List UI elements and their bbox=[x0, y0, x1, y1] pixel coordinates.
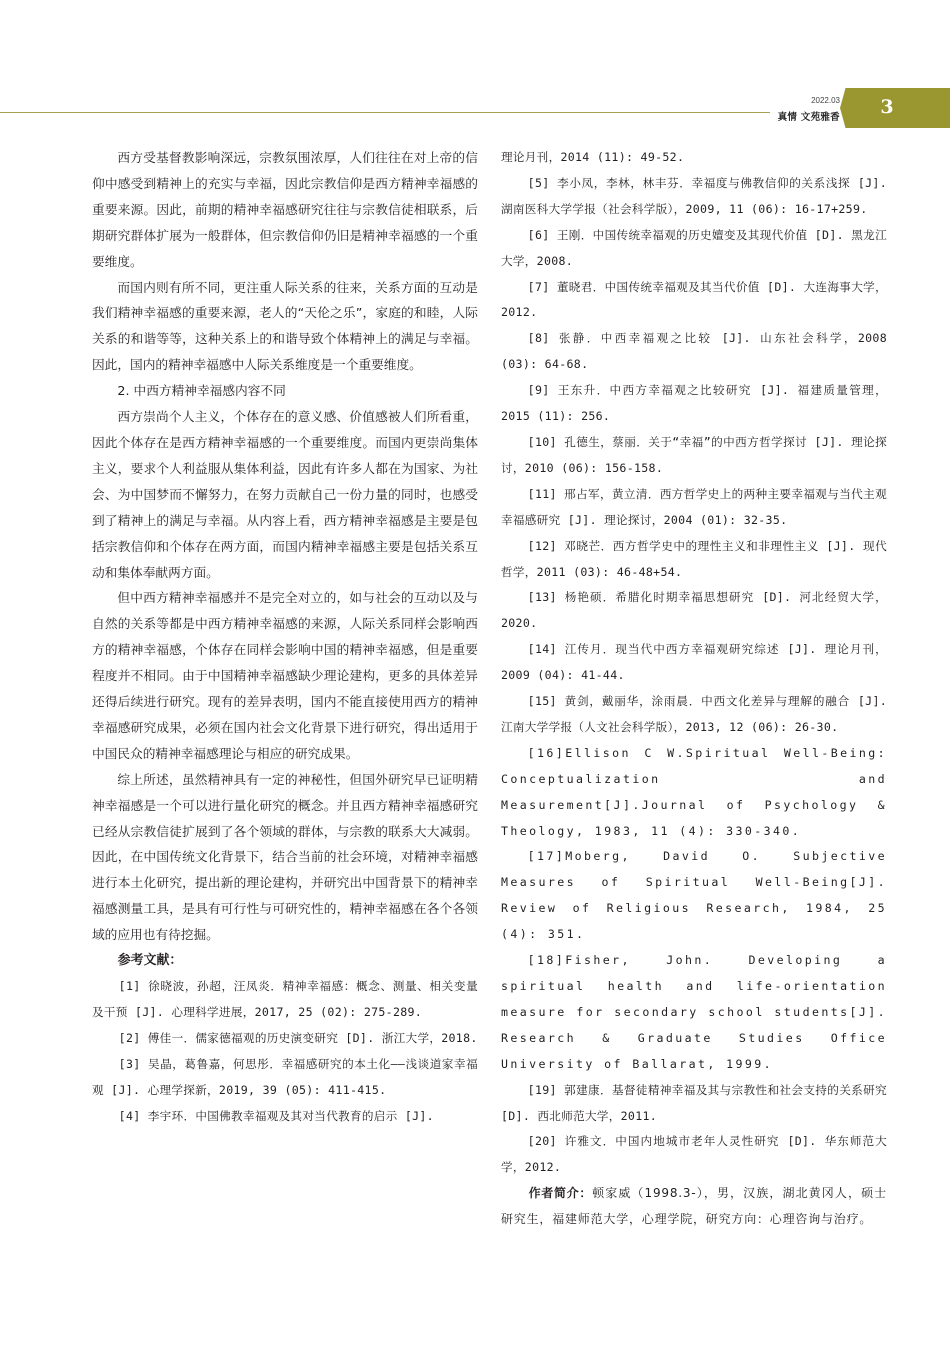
author-bio bbox=[501, 1181, 887, 1233]
page-number: 3 bbox=[880, 96, 894, 118]
reference-entry: [16]Ellison C W.Spiritual Well-Being: Conceptualization and Measurement[J].Journal of Psychology & Theology, 1983, 11 (4): 330-340. bbox=[501, 745, 887, 838]
body-paragraph: 综上所述，虽然精神具有一定的神秘性，但国外研究早已证明精神幸福感是一个可以进行量化研究的概念。并且西方精神幸福感研究已经从宗教信徒扩展到了各个领域的群体，与宗教的联系大大减弱。因此，在中国传统文化背景下，结合当前的社会环境，对精神幸福感进行本土化研究，提出新的理论建构，并研究出中国背景下的精神幸福感测量工具，是具有可行性与可研究性的，精神幸福感在各个各领域的应用也有待挖掘。 bbox=[92, 771, 478, 943]
section-subheading: 2. 中西方精神幸福感内容不同 bbox=[117, 383, 286, 399]
reference-entry: [13] 杨艳硕．希腊化时期幸福思想研究 [D]. 河北经贸大学，2020. bbox=[501, 590, 887, 631]
reference-entry: [3] 吴晶，葛鲁嘉，何思彤．幸福感研究的本土化——浅谈道家幸福观 [J]. 心理学探新，2019, 39 (05): 411-415. bbox=[92, 1056, 478, 1097]
reference-entry: [6] 王刚．中国传统幸福观的历史嬗变及其现代价值 [D]. 黑龙江大学，2008. bbox=[501, 227, 887, 268]
body-paragraph: 西方崇尚个人主义，个体存在的意义感、价值感被人们所看重，因此个体存在是西方精神幸福感的一个重要维度。而国内更崇尚集体主义，要求个人利益服从集体利益，因此有许多人都在为国家、为社会、为中国梦而不懈努力，在努力贡献自己一份力量的同时，也感受到了精神上的满足与幸福。从内容上看，西方精神幸福感是主要是包括宗教信仰和个体存在两方面，而国内精神幸福感主要是包括关系互动和集体奉献两方面。 bbox=[92, 409, 478, 580]
reference-entry: [17]Moberg, David O. Subjective Measures of Spiritual Well-Being[J]. Review of Religious Research, 1984, 25 (4): 351. bbox=[501, 849, 887, 942]
body-paragraph: 但中西方精神幸福感并不是完全对立的，如与社会的互动以及与自然的关系等都是中西方精神幸福感的来源，人际关系同样会影响西方的精神幸福感，个体存在同样会影响中国的精神幸福感，但是重要程度并不相同。由于中国精神幸福感缺少理论建构，更多的具体差异还得后续进行研究。现有的差异表明，国内不能直接使用西方的精神幸福感研究成果，必须在国内社会文化背景下进行研究，得出适用于中国民众的精神幸福感理论与相应的研究成果。 bbox=[92, 590, 478, 761]
issue-label: 2022.03 bbox=[811, 96, 840, 105]
running-head: 真情 文苑雅香 bbox=[777, 112, 840, 123]
reference-entry: [15] 黄剑，戴丽华，涂雨晨．中西文化差异与理解的融合 [J]. 江南大学学报（人文社会科学版），2013, 12 (06): 26-30. bbox=[501, 694, 887, 734]
author-bio-text: 顿家威（1998.3-），男，汉族，湖北黄冈人，硕士研究生，福建师范大学，心理学院，研究方向：心理咨询与治疗。 bbox=[501, 1186, 887, 1227]
reference-entry: [4] 李宇环．中国佛教幸福观及其对当代教育的启示 [J]. bbox=[118, 1108, 434, 1123]
body-paragraph: 而国内则有所不同，更注重人际关系的往来，关系方面的互动是我们精神幸福感的重要来源，老人的“天伦之乐”，家庭的和睦，人际关系的和谐等等，这种关系上的和谐导致个体精神上的满足与幸福。因此，国内的精神幸福感中人际关系维度是一个重要维度。 bbox=[92, 279, 478, 373]
reference-entry: [10] 孔德生，蔡丽．关于“幸福”的中西方哲学探讨 [J]. 理论探讨，2010 (06): 156-158. bbox=[501, 434, 887, 475]
reference-entry: [5] 李小凤，李林，林丰芬．幸福度与佛教信仰的关系浅探 [J]. 湖南医科大学学报（社会科学版），2009, 11 (06): 16-17+259. bbox=[501, 175, 887, 216]
right-column bbox=[501, 145, 887, 1233]
left-column bbox=[92, 145, 478, 1129]
reference-entry: [20] 许雅文．中国内地城市老年人灵性研究 [D]. 华东师范大学，2012. bbox=[501, 1134, 887, 1175]
author-bio-label: 作者简介： bbox=[528, 1186, 593, 1201]
reference-entry: [12] 邓晓芒．西方哲学史中的理性主义和非理性主义 [J]. 现代哲学，2011 (03): 46-48+54. bbox=[501, 538, 887, 579]
reference-entry: [1] 徐晓波，孙超，汪凤炎．精神幸福感：概念、测量、相关变量及干预 [J]. 心理科学进展，2017, 25 (02): 275-289. bbox=[92, 979, 478, 1019]
references-heading: 参考文献： bbox=[117, 953, 183, 969]
header-rule bbox=[0, 112, 770, 113]
reference-entry: [11] 邢占军，黄立清．西方哲学史上的两种主要幸福观与当代主观幸福感研究 [J]. 理论探讨，2004 (01): 32-35. bbox=[501, 486, 887, 527]
reference-entry: [7] 董晓君．中国传统幸福观及其当代价值 [D]. 大连海事大学，2012. bbox=[501, 279, 887, 320]
reference-entry: [14] 江传月．现当代中西方幸福观研究综述 [J]. 理论月刊，2009 (04): 41-44. bbox=[501, 642, 887, 683]
reference-continuation: 理论月刊，2014 (11): 49-52. bbox=[501, 150, 685, 164]
reference-entry: [19] 郭建康．基督徒精神幸福及其与宗教性和社会支持的关系研究 [D]. 西北师范大学，2011. bbox=[501, 1082, 887, 1123]
reference-entry: [8] 张静．中西幸福观之比较 [J]. 山东社会科学，2008 (03): 64-68. bbox=[501, 331, 887, 372]
reference-entry: [2] 傅佳一．儒家德福观的历史演变研究 [D]. 浙江大学，2018. bbox=[118, 1030, 478, 1045]
reference-entry: [9] 王东升．中西方幸福观之比较研究 [J]. 福建质量管理，2015 (11): 256. bbox=[501, 383, 887, 424]
reference-entry: [18]Fisher, John. Developing a spiritual health and life-orientation measure for secondary school students[J]. Research & Graduate Studies Office University of Ballarat, 1999. bbox=[501, 953, 887, 1071]
body-paragraph: 西方受基督教影响深远，宗教氛围浓厚，人们往往在对上帝的信仰中感受到精神上的充实与幸福，因此宗教信仰是西方精神幸福感的重要来源。因此，前期的精神幸福感研究往往与宗教信徒相联系，后期研究群体扩展为一般群体，但宗教信仰仍旧是精神幸福感的一个重要维度。 bbox=[92, 150, 478, 269]
